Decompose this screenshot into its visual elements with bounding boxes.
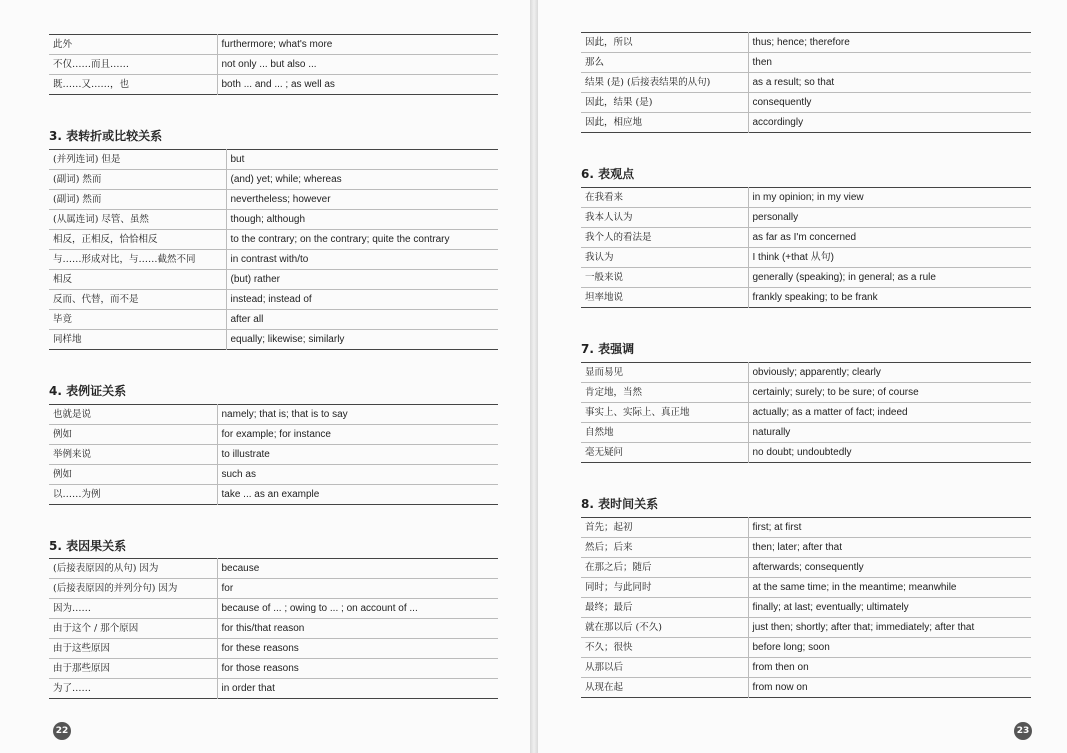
table-row — [49, 425, 498, 445]
book-gutter — [530, 0, 538, 753]
english-equivalent: such as — [217, 465, 498, 485]
english-equivalent: because — [217, 559, 498, 579]
english-equivalent: though; although — [226, 210, 498, 230]
chinese-phrase: 毫无疑问 — [581, 443, 748, 463]
chinese-phrase: 例如 — [49, 425, 217, 445]
chinese-phrase: 然后；后来 — [581, 538, 748, 558]
chinese-phrase: 自然地 — [581, 423, 748, 443]
table-additive-continued — [49, 34, 498, 95]
chinese-phrase: 由于那些原因 — [49, 659, 217, 679]
english-equivalent: not only ... but also ... — [217, 55, 498, 75]
table-row — [49, 290, 498, 310]
table-row — [49, 445, 498, 465]
page-number-left: 22 — [53, 722, 71, 740]
chinese-phrase: (副词) 然而 — [49, 170, 226, 190]
english-equivalent: from now on — [752, 682, 808, 693]
chinese-phrase: 与……形成对比，与……截然不同 — [49, 250, 226, 270]
english-equivalent: but — [226, 150, 498, 170]
table-row — [49, 599, 498, 619]
chinese-phrase: 也就是说 — [49, 405, 217, 425]
english-equivalent: then — [748, 53, 1031, 73]
chinese-phrase: (副词) 然而 — [49, 190, 226, 210]
chinese-phrase: 从现在起 — [581, 678, 748, 698]
table-result — [581, 32, 1031, 133]
table-row — [581, 538, 1031, 558]
english-equivalent: no doubt; undoubtedly — [752, 447, 852, 458]
table-row — [581, 383, 1031, 403]
chinese-phrase: 在我看来 — [581, 188, 748, 208]
table-row — [581, 558, 1031, 578]
table-row — [581, 678, 1031, 698]
section-title-time: 8. 表时间关系 — [581, 497, 659, 511]
chinese-phrase: 那么 — [581, 53, 748, 73]
english-equivalent: (and) yet; while; whereas — [226, 170, 498, 190]
chinese-phrase: 由于这个 / 那个原因 — [49, 619, 217, 639]
english-equivalent: then; later; after that — [748, 538, 1031, 558]
table-row — [581, 53, 1031, 73]
table-row — [49, 250, 498, 270]
english-equivalent: at the same time; in the meantime; meanwhile — [748, 578, 1031, 598]
table-row — [581, 228, 1031, 248]
chinese-phrase: 相反，正相反，恰恰相反 — [49, 230, 226, 250]
table-example — [49, 404, 498, 505]
english-equivalent: both ... and ... ; as well as — [221, 79, 335, 90]
table-row — [49, 579, 498, 599]
table-row — [581, 658, 1031, 678]
chinese-phrase: 因为…… — [49, 599, 217, 619]
chinese-phrase: 毕竟 — [49, 310, 226, 330]
chinese-phrase: 由于这些原因 — [49, 639, 217, 659]
table-row — [49, 310, 498, 330]
chinese-phrase: (并列连词) 但是 — [49, 150, 226, 170]
table-row — [49, 485, 498, 505]
table-emphasis — [581, 362, 1031, 463]
table-row — [49, 75, 498, 95]
english-equivalent: because of ... ; owing to ... ; on account of ... — [217, 599, 498, 619]
section-title-cause-effect: 5. 表因果关系 — [49, 539, 127, 553]
section-title-contrast: 3. 表转折或比较关系 — [49, 129, 163, 143]
english-equivalent: certainly; surely; to be sure; of course — [748, 383, 1031, 403]
chinese-phrase: (后接表原因的从句) 因为 — [49, 559, 217, 579]
section-title-opinion: 6. 表观点 — [581, 167, 635, 181]
section-title-example: 4. 表例证关系 — [49, 384, 127, 398]
table-row — [581, 248, 1031, 268]
section-title-emphasis: 7. 表强调 — [581, 342, 635, 356]
table-row — [581, 598, 1031, 618]
chinese-phrase: (后接表原因的并列分句) 因为 — [49, 579, 217, 599]
chinese-phrase: 为了…… — [49, 679, 217, 699]
chinese-phrase: 反而、代替，而不是 — [49, 290, 226, 310]
table-row — [581, 208, 1031, 228]
chinese-phrase: 因此，相应地 — [581, 113, 748, 133]
table-cause-effect — [49, 558, 498, 699]
table-row — [49, 170, 498, 190]
table-row — [581, 188, 1031, 208]
table-row — [581, 33, 1031, 53]
chinese-phrase: 不久；很快 — [581, 638, 748, 658]
chinese-phrase: (从属连词) 尽管、虽然 — [49, 210, 226, 230]
english-equivalent: naturally — [748, 423, 1031, 443]
chinese-phrase: 在那之后；随后 — [581, 558, 748, 578]
english-equivalent: nevertheless; however — [226, 190, 498, 210]
english-equivalent: as a result; so that — [748, 73, 1031, 93]
english-equivalent: to illustrate — [217, 445, 498, 465]
table-row — [581, 93, 1031, 113]
table-row — [49, 55, 498, 75]
page-number-right: 23 — [1014, 722, 1032, 740]
chinese-phrase: 结果 (是) (后接表结果的从句) — [581, 73, 748, 93]
chinese-phrase: 此外 — [49, 35, 217, 55]
english-equivalent: instead; instead of — [226, 290, 498, 310]
english-equivalent: for example; for instance — [217, 425, 498, 445]
chinese-phrase: 事实上、实际上、真正地 — [581, 403, 748, 423]
chinese-phrase: 显而易见 — [581, 363, 748, 383]
english-equivalent: frankly speaking; to be frank — [752, 292, 878, 303]
english-equivalent: after all — [226, 310, 498, 330]
chinese-phrase: 同时；与此同时 — [581, 578, 748, 598]
table-row — [581, 113, 1031, 133]
english-equivalent: just then; shortly; after that; immediately; after that — [748, 618, 1031, 638]
table-row — [49, 659, 498, 679]
chinese-phrase: 不仅……而且…… — [49, 55, 217, 75]
english-equivalent: afterwards; consequently — [748, 558, 1031, 578]
chinese-phrase: 我本人认为 — [581, 208, 748, 228]
english-equivalent: consequently — [748, 93, 1031, 113]
english-equivalent: finally; at last; eventually; ultimately — [748, 598, 1031, 618]
english-equivalent: take ... as an example — [221, 489, 320, 500]
chinese-phrase: 举例来说 — [49, 445, 217, 465]
table-row — [581, 518, 1031, 538]
table-row — [49, 619, 498, 639]
english-equivalent: in contrast with/to — [226, 250, 498, 270]
table-row — [49, 210, 498, 230]
chinese-phrase: 同样地 — [49, 330, 226, 350]
table-row — [581, 73, 1031, 93]
english-equivalent: in order that — [221, 683, 275, 694]
english-equivalent: I think (+that 从句) — [748, 248, 1031, 268]
table-row — [581, 403, 1031, 423]
table-time — [581, 517, 1031, 698]
table-row — [581, 618, 1031, 638]
table-row — [49, 639, 498, 659]
chinese-phrase: 以……为例 — [49, 485, 217, 505]
table-row — [49, 190, 498, 210]
english-equivalent: for these reasons — [217, 639, 498, 659]
table-row — [49, 330, 498, 350]
chinese-phrase: 因此，结果 (是) — [581, 93, 748, 113]
english-equivalent: namely; that is; that is to say — [217, 405, 498, 425]
chinese-phrase: 坦率地说 — [581, 288, 748, 308]
english-equivalent: obviously; apparently; clearly — [748, 363, 1031, 383]
table-row — [49, 35, 498, 55]
table-row — [581, 268, 1031, 288]
chinese-phrase: 最终；最后 — [581, 598, 748, 618]
chinese-phrase: 就在那以后 (不久) — [581, 618, 748, 638]
english-equivalent: first; at first — [748, 518, 1031, 538]
table-row — [49, 150, 498, 170]
english-equivalent: for — [217, 579, 498, 599]
chinese-phrase: 相反 — [49, 270, 226, 290]
english-equivalent: personally — [748, 208, 1031, 228]
chinese-phrase: 我认为 — [581, 248, 748, 268]
table-opinion — [581, 187, 1031, 308]
english-equivalent: as far as I'm concerned — [748, 228, 1031, 248]
table-row — [581, 423, 1031, 443]
english-equivalent: in my opinion; in my view — [748, 188, 1031, 208]
chinese-phrase: 从那以后 — [581, 658, 748, 678]
chinese-phrase: 一般来说 — [581, 268, 748, 288]
english-equivalent: furthermore; what's more — [217, 35, 498, 55]
table-contrast — [49, 149, 498, 350]
chinese-phrase: 我个人的看法是 — [581, 228, 748, 248]
chinese-phrase: 因此，所以 — [581, 33, 748, 53]
english-equivalent: before long; soon — [748, 638, 1031, 658]
table-row — [581, 638, 1031, 658]
table-row — [581, 578, 1031, 598]
english-equivalent: accordingly — [752, 117, 804, 128]
english-equivalent: equally; likewise; similarly — [230, 334, 345, 345]
table-row — [49, 559, 498, 579]
table-row — [581, 288, 1031, 308]
chinese-phrase: 肯定地，当然 — [581, 383, 748, 403]
table-row — [581, 443, 1031, 463]
table-row — [49, 270, 498, 290]
table-row — [49, 679, 498, 699]
table-row — [49, 465, 498, 485]
english-equivalent: actually; as a matter of fact; indeed — [748, 403, 1031, 423]
english-equivalent: thus; hence; therefore — [748, 33, 1031, 53]
english-equivalent: for this/that reason — [217, 619, 498, 639]
english-equivalent: from then on — [748, 658, 1031, 678]
chinese-phrase: 首先；起初 — [581, 518, 748, 538]
table-row — [49, 405, 498, 425]
english-equivalent: generally (speaking); in general; as a rule — [748, 268, 1031, 288]
english-equivalent: (but) rather — [226, 270, 498, 290]
english-equivalent: to the contrary; on the contrary; quite the contrary — [226, 230, 498, 250]
english-equivalent: for those reasons — [217, 659, 498, 679]
chinese-phrase: 既……又……，也 — [49, 75, 217, 95]
table-row — [49, 230, 498, 250]
chinese-phrase: 例如 — [49, 465, 217, 485]
table-row — [581, 363, 1031, 383]
